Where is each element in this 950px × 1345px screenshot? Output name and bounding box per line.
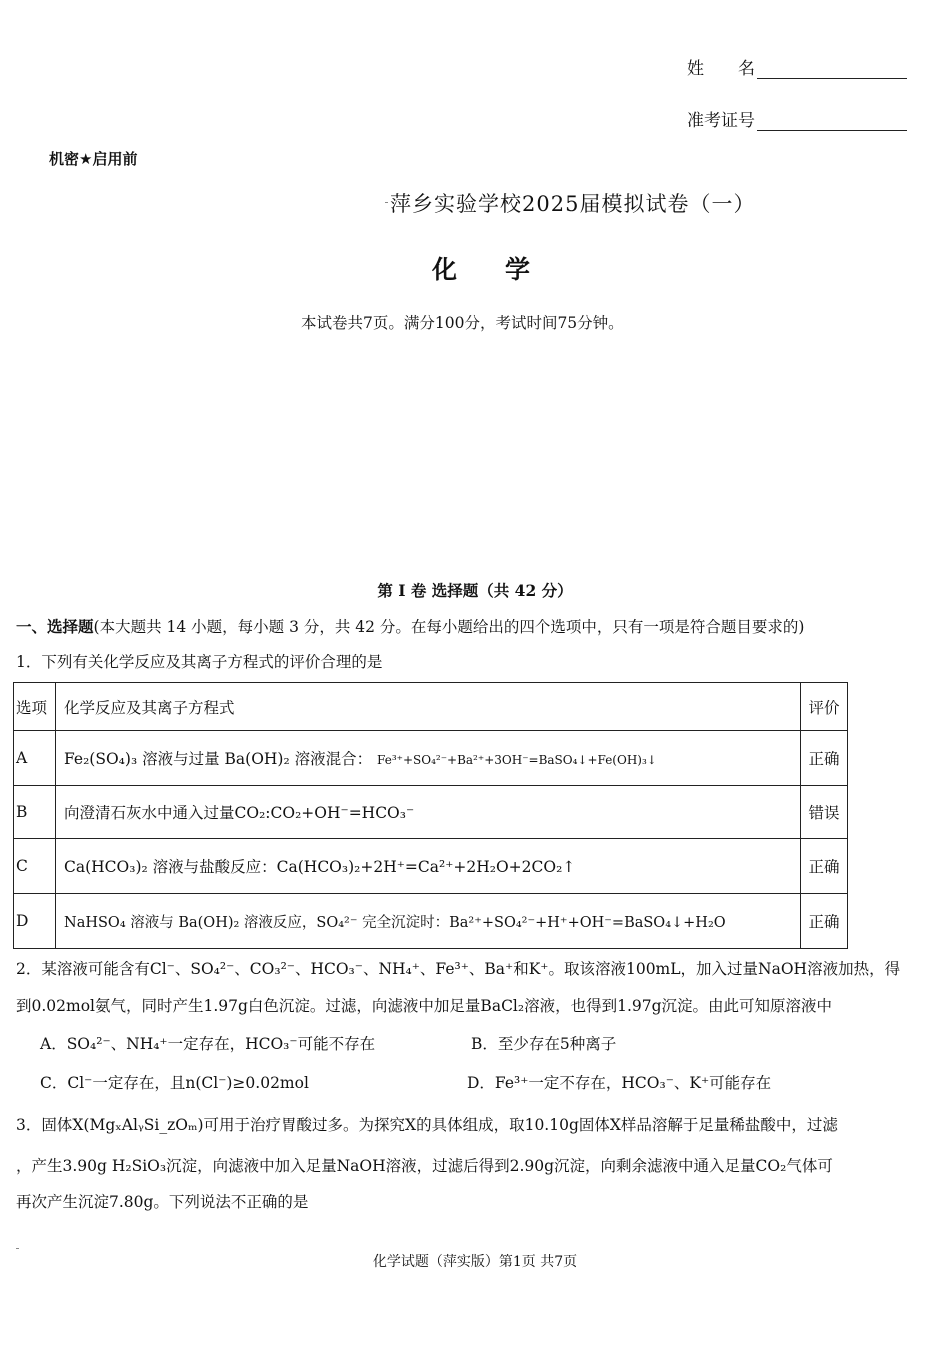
row-d-option: D <box>14 894 56 949</box>
header-option: 选项 <box>14 683 56 731</box>
secret-label: 机密★启用前 <box>49 150 138 168</box>
scan-mark <box>385 202 388 203</box>
name-label: 姓 名 <box>687 59 755 79</box>
table-row <box>14 786 848 839</box>
table-header-row <box>14 683 848 731</box>
question-2-option-c[interactable]: C．Cl⁻一定存在，且n(Cl⁻)≥0.02mol <box>40 1074 309 1092</box>
row-d-reaction: NaHSO₄ 溶液与 Ba(OH)₂ 溶液反应，SO₄²⁻ 完全沉淀时：Ba²⁺+SO₄²⁻+H⁺+OH⁻=BaSO₄↓+H₂O <box>56 894 801 949</box>
question-1-table <box>13 682 848 949</box>
row-d-evaluation: 正确 <box>801 894 848 949</box>
row-b-evaluation: 错误 <box>801 786 848 839</box>
row-b-option: B <box>14 786 56 839</box>
header-reaction: 化学反应及其离子方程式 <box>56 683 801 731</box>
row-b-reaction: 向澄清石灰水中通入过量CO₂:CO₂+OH⁻=HCO₃⁻ <box>56 786 801 839</box>
exam-intro: 本试卷共7页。满分100分，考试时间75分钟。 <box>301 314 624 332</box>
question-2-option-d[interactable]: D．Fe³⁺一定不存在，HCO₃⁻、K⁺可能存在 <box>467 1074 772 1092</box>
question-3-line-1: 3．固体X(MgₓAlᵧSi_zOₘ)可用于治疗胃酸过多。为探究X的具体组成，取10.10g固体X样品溶解于足量稀盐酸中，过滤 <box>16 1116 838 1134</box>
table-row <box>14 894 848 949</box>
question-1-stem: 1．下列有关化学反应及其离子方程式的评价合理的是 <box>16 653 383 671</box>
name-blank[interactable] <box>757 60 907 79</box>
row-a-text: Fe₂(SO₄)₃ 溶液与过量 Ba(OH)₂ 溶液混合： <box>64 750 373 768</box>
row-c-option: C <box>14 839 56 894</box>
table-row <box>14 731 848 786</box>
question-3-line-3: 再次产生沉淀7.80g。下列说法不正确的是 <box>16 1193 309 1211</box>
header-evaluation: 评价 <box>801 683 848 731</box>
page-title: 萍乡实验学校2025届模拟试卷（一） <box>390 192 756 216</box>
row-a-reaction <box>56 731 801 786</box>
row-a-equation: Fe³⁺+SO₄²⁻+Ba²⁺+3OH⁻=BaSO₄↓+Fe(OH)₃↓ <box>377 753 657 767</box>
table-row <box>14 839 848 894</box>
row-a-evaluation: 正确 <box>801 731 848 786</box>
question-2-option-b[interactable]: B．至少存在5种离子 <box>471 1035 617 1053</box>
name-field[interactable] <box>687 54 907 79</box>
section-heading <box>16 615 804 637</box>
question-3-line-2: ，产生3.90g H₂SiO₃沉淀，向滤液中加入足量NaOH溶液，过滤后得到2.90g沉淀，向剩余滤液中通入足量CO₂气体可 <box>16 1157 833 1175</box>
section-heading-label: 一、选择题 <box>16 618 94 636</box>
page-footer: 化学试题（萍实版）第1页 共7页 <box>372 1254 578 1270</box>
exam-id-blank[interactable] <box>757 112 907 131</box>
section-description: (本大题共 14 小题，每小题 3 分，共 42 分。在每小题给出的四个选项中，只有一项是符合题目要求的) <box>93 618 805 636</box>
row-a-option: A <box>14 731 56 786</box>
question-2-line-1: 2．某溶液可能含有Cl⁻、SO₄²⁻、CO₃²⁻、HCO₃⁻、NH₄⁺、Fe³⁺、Ba⁺和K⁺。取该溶液100mL，加入过量NaOH溶液加热，得 <box>16 960 901 978</box>
row-c-reaction: Ca(HCO₃)₂ 溶液与盐酸反应：Ca(HCO₃)₂+2H⁺=Ca²⁺+2H₂O+2CO₂↑ <box>56 839 801 894</box>
question-2-option-a[interactable]: A．SO₄²⁻、NH₄⁺一定存在，HCO₃⁻可能不存在 <box>40 1035 376 1053</box>
question-2-line-2: 到0.02mol氨气，同时产生1.97g白色沉淀。过滤，向滤液中加足量BaCl₂溶液，也得到1.97g沉淀。由此可知原溶液中 <box>16 997 833 1015</box>
row-c-evaluation: 正确 <box>801 839 848 894</box>
scan-mark <box>16 1248 19 1249</box>
exam-id-field[interactable] <box>687 106 907 131</box>
exam-id-label: 准考证号 <box>687 111 755 131</box>
subject-title: 化学 <box>432 255 579 284</box>
part-title: 第 I 卷 选择题（共 42 分） <box>377 581 573 600</box>
